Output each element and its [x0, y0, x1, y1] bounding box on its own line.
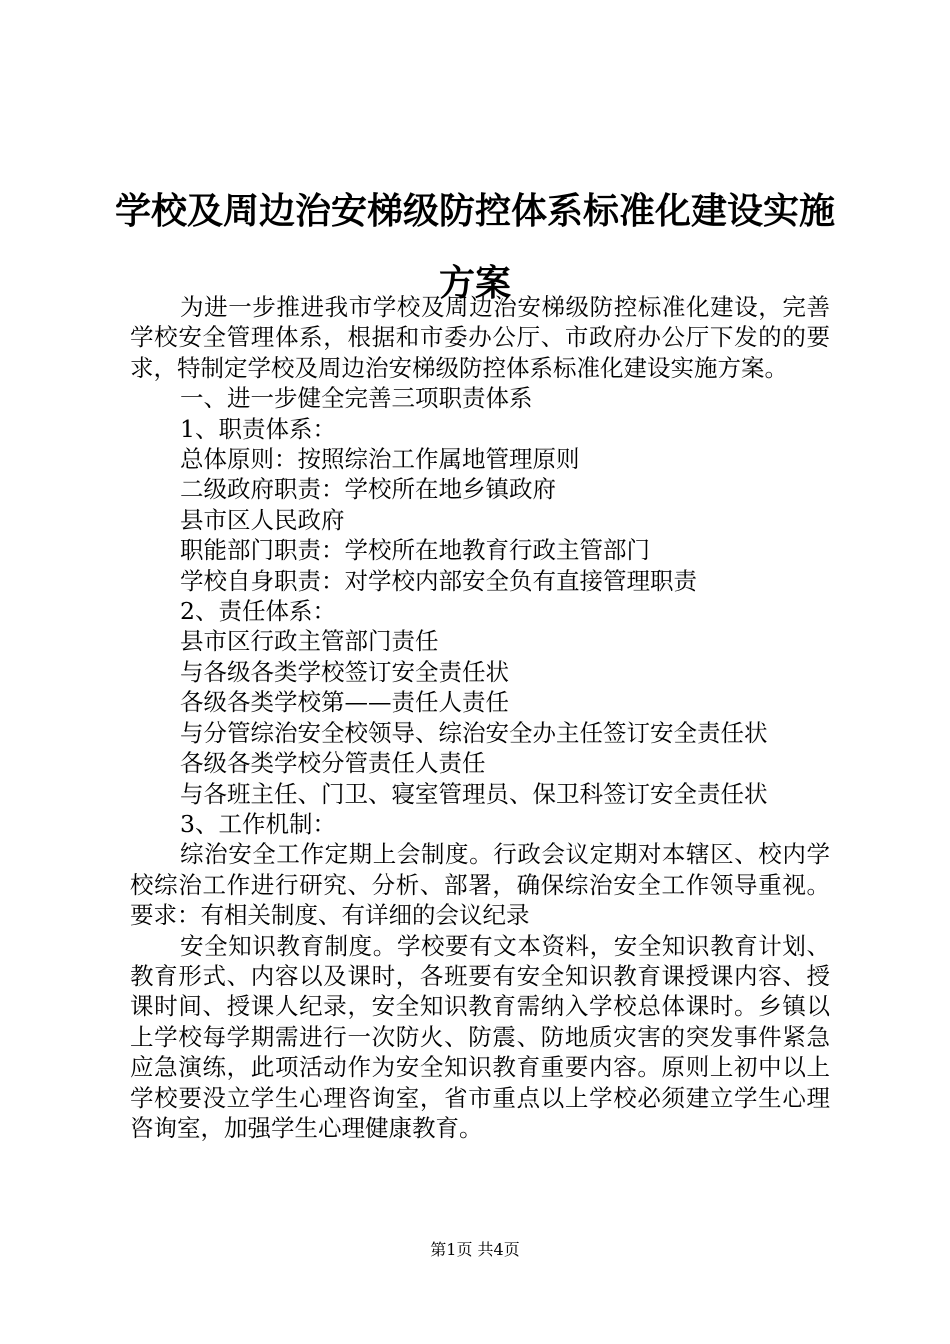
page-footer: [0, 1239, 950, 1261]
subsection-heading-2: 2、责任体系：: [180, 597, 336, 626]
subsection-heading-1: 1、职责体系：: [180, 414, 336, 443]
title-line-1: 学校及周边治安梯级防控体系标准化建设实施: [114, 190, 835, 232]
list-item: 职能部门职责：学校所在地教育行政主管部门: [180, 536, 650, 565]
page-number: 第1页 共4页: [430, 1240, 520, 1259]
list-item: 与分管综治安全校领导、综治安全办主任签订安全责任状: [180, 718, 768, 747]
list-item: 总体原则：按照综治工作属地管理原则: [180, 445, 580, 474]
list-item: 二级政府职责：学校所在地乡镇政府: [180, 475, 556, 504]
list-item: 与各班主任、门卫、寝室管理员、保卫科签订安全责任状: [180, 779, 768, 808]
title-line-2: 方案: [438, 262, 511, 304]
list-item: 与各级各类学校签订安全责任状: [180, 657, 509, 686]
list-item: 各级各类学校分管责任人责任: [180, 749, 486, 778]
subsection-heading-3: 3、工作机制：: [180, 809, 336, 838]
list-item: 各级各类学校第——责任人责任: [180, 688, 509, 717]
document-body: [130, 292, 830, 1143]
intro-paragraph: 为进一步推进我市学校及周边治安梯级防控标准化建设，完善学校安全管理体系，根据和市委办公厅、市政府办公厅下发的的要求，特制定学校及周边治安梯级防控体系标准化建设实施方案。: [130, 293, 830, 382]
body-paragraph: 安全知识教育制度。学校要有文本资料，安全知识教育计划、教育形式、内容以及课时，各班要有安全知识教育课授课内容、授课时间、授课人纪录，安全知识教育需纳入学校总体课时。乡镇以上学校每学期需进行一次防火、防震、防地质灾害的突发事件紧急应急演练，此项活动作为安全知识教育重要内容。原则上初中以上学校要没立学生心理咨询室，省市重点以上学校必须建立学生心理咨询室，加强学生心理健康教育。: [130, 931, 830, 1142]
list-item: 学校自身职责：对学校内部安全负有直接管理职责: [180, 566, 697, 595]
body-paragraph: 综治安全工作定期上会制度。行政会议定期对本辖区、校内学校综治工作进行研究、分析、部署，确保综治安全工作领导重视。要求：有相关制度、有详细的会议纪录: [130, 840, 830, 930]
section-heading-1: 一、进一步健全完善三项职责体系: [180, 384, 533, 413]
list-item: 县市区人民政府: [180, 505, 345, 534]
list-item: 县市区行政主管部门责任: [180, 627, 439, 656]
